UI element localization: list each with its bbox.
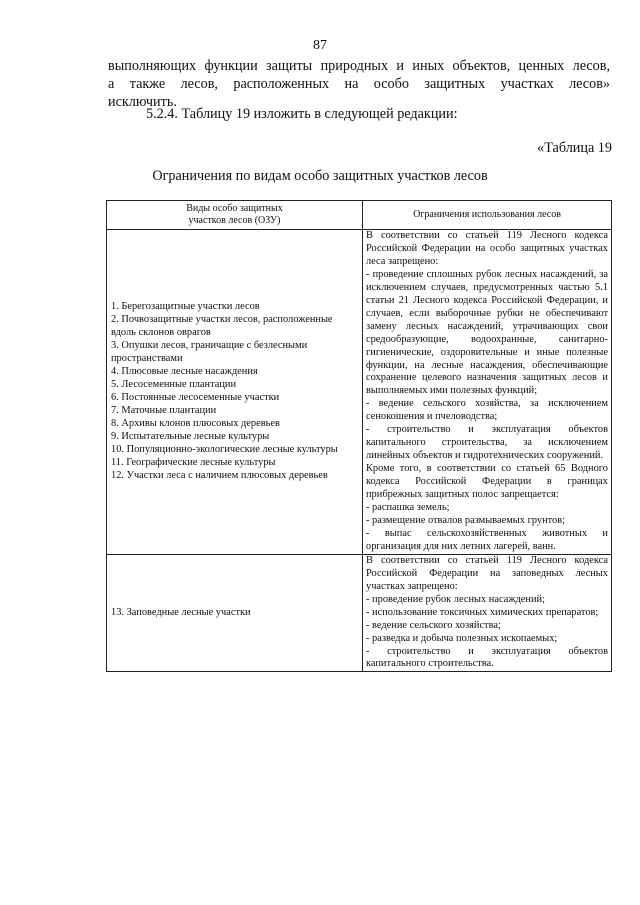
header-types (107, 201, 363, 230)
limit-item: - разведка и добыча полезных ископаемых; (366, 632, 558, 644)
limit-item: В соответствии со статьей 119 Лесного кодекса Российской Федерации на особо защитных участках леса запрещено: (366, 230, 608, 267)
table-reference: «Таблица 19 (537, 140, 612, 156)
limit-item: - строительство и эксплуатация объектов капитального строительства. (366, 645, 608, 670)
restrictions-table (106, 200, 612, 672)
paragraph-line: выполняющих функции защиты природных и иных объектов, ценных лесов, (108, 58, 610, 74)
limit-item: - размещение отвалов размываемых грунтов; (366, 514, 566, 526)
limit-item: - строительство и эксплуатация объектов капитального строительства, за исключением линейных объектов и гидротехнических сооружений. (366, 424, 608, 462)
paragraph-continuation (108, 57, 610, 111)
list-item: 10. Популяционно-экологические лесные культуры (111, 443, 338, 455)
table-row (107, 230, 612, 555)
list-item: 5. Лесосеменные плантации (111, 378, 237, 390)
header-types-line: участков лесов (ОЗУ) (188, 215, 281, 226)
list-item: 12. Участки леса с наличием плюсовых деревьев (111, 469, 328, 481)
limit-item: В соответствии со статьей 119 Лесного кодекса Российской Федерации на заповедных лесных участках запрещено: (366, 554, 608, 592)
limit-item: - ведение сельского хозяйства; (366, 619, 501, 631)
limit-item: - проведение рубок лесных насаждений; (366, 593, 545, 605)
list-item: 2. Почвозащитные участки лесов, расположенные вдоль склонов оврагов (111, 314, 333, 339)
list-item: 3. Опушки лесов, граничащие с безлесными пространствами (111, 340, 308, 365)
limit-item: Кроме того, в соответствии со статьей 65 Водного кодекса Российской Федерации в границах прибрежных защитных полос запрещается: (366, 463, 608, 501)
list-item: 6. Постоянные лесосеменные участки (111, 391, 280, 403)
paragraph-line: а также лесов, расположенных на особо защитных участках лесов» (108, 76, 610, 92)
list-item: 8. Архивы клонов плюсовых деревьев (111, 417, 280, 429)
list-item: 13. Заповедные лесные участки (111, 606, 251, 618)
list-item: 1. Берегозащитные участки лесов (111, 301, 260, 313)
limits-cell (363, 554, 612, 672)
limit-item: - распашка земель; (366, 502, 450, 514)
table-row (107, 554, 612, 672)
types-cell (107, 230, 363, 555)
list-item: 9. Испытательные лесные культуры (111, 430, 270, 442)
limit-item: - использование токсичных химических препаратов; (366, 606, 599, 618)
table-header-row (107, 201, 612, 230)
paragraph-instruction: 5.2.4. Таблицу 19 изложить в следующей редакции: (146, 106, 458, 122)
list-item: 4. Плюсовые лесные насаждения (111, 366, 258, 377)
limits-cell (363, 230, 612, 555)
header-limits: Ограничения использования лесов (363, 201, 612, 230)
table-title: Ограничения по видам особо защитных участков лесов (152, 168, 488, 184)
limit-item: - выпас сельскохозяйственных животных и организация для них летних лагерей, ванн. (366, 527, 608, 552)
paragraph-line: исключить. (108, 94, 177, 110)
list-item: 7. Маточные плантации (111, 404, 217, 416)
page-number: 87 (313, 38, 327, 53)
list-item: 11. Географические лесные культуры (111, 456, 276, 468)
types-cell (107, 554, 363, 672)
header-types-line: Виды особо защитных (186, 203, 283, 214)
limit-item: - проведение сплошных рубок лесных насаждений, за исключением случаев, предусмотренных частью 5.1 статьи 21 Лесного кодекса Российской Федерации, и случаев, если выборочные рубки не обеспечивают замену лесных насаждений, утрачивающих свои средообразующие, водоохранные, санитарно-гигиенические, оздоровительные и иные полезные функции, на лесные насаждения, обеспечивающие сохранение целевого назначения защитных лесов и выполняемых ими полезных функций; (366, 268, 608, 397)
limit-item: - ведение сельского хозяйства, за исключением сенокошения и пчеловодства; (366, 398, 608, 423)
